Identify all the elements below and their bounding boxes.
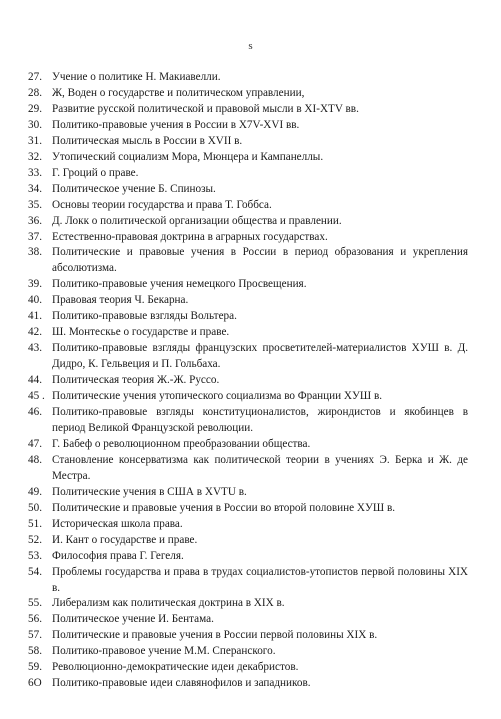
item-text: Политичеcкие и правовые учения в России первой половины XIX в. [52,629,378,642]
item-text: Ж, Воден о государстве и политическом управлении, [52,86,305,99]
list-item [28,325,468,341]
list-item [28,341,468,373]
list-item [28,405,468,437]
item-text: Правовая теория Ч. Бекарна. [52,294,189,307]
item-number: 37. [28,230,42,243]
list-item [28,214,468,230]
item-number: 31. [28,134,42,147]
list-item [28,230,468,246]
list-item [28,166,468,182]
item-text: Утопический социализм Мора, Мюнцера и Кампанеллы. [52,150,324,163]
item-text: Политические и правовые учения в России во второй половине ХУШ в. [52,501,396,514]
list-item [28,86,468,102]
list-item [28,565,468,597]
item-text: Политико-правовые учения в России в X7V-XVI вв. [52,118,300,131]
item-text: Ш. Монтескье о государстве и праве. [52,326,230,339]
item-number: 47. [28,437,42,450]
list-item [28,676,468,692]
item-number: 48. [28,453,42,466]
list-item [28,549,468,565]
item-number: 51. [28,517,42,530]
item-text: Политические и правовые учения в России в период образования и укрепления абсолютизма. [52,246,468,275]
item-number: 58. [28,645,42,658]
list-item [28,596,468,612]
item-text: Становление консерватизма как политической теории в учениях Э. Берка и Ж. де Местра. [52,453,468,482]
item-text: Политико-правовые учения немецкого Просвещения. [52,278,307,291]
item-text: Либерализм как политическая доктрина в XIX в. [52,597,285,610]
item-text: Д. Локк о политической организации общества и правлении. [52,214,342,227]
item-number: 27. [28,71,42,83]
item-number: 49. [28,485,42,498]
item-text: Политико-правовые взгляды французских просветителей-материалистов ХУШ в. Д. Дидро, К. Гельвеция и П. Гольбаха. [52,342,468,371]
item-text: Проблемы государства и права в трудах социалистов-утопистов первой половины XIX в. [52,565,468,594]
list-item [28,437,468,453]
question-list [28,70,468,692]
list-item [28,118,468,134]
list-item [28,70,468,86]
item-text: Политические учения в США в XVTU в. [52,485,247,498]
item-number: 53. [28,549,42,562]
list-item [28,198,468,214]
item-text: Политико-правовые идеи славянофилов и западников. [52,677,311,690]
list-item [28,485,468,501]
item-number: 57. [28,629,42,642]
item-text: Развитие русской политической и правовой мысли в XI-XTV вв. [52,102,359,115]
item-number: 30. [28,118,42,131]
list-item [28,453,468,485]
list-item [28,501,468,517]
item-number: 34. [28,182,42,195]
list-item [28,277,468,293]
item-number: 41. [28,310,42,323]
item-text: Политические учения утопического социализма во Франции ХУШ в. [52,390,383,403]
item-number: 29. [28,102,42,115]
item-text: Политическая теория Ж.-Ж. Руссо. [52,374,220,387]
item-number: 59. [28,661,42,674]
list-item [28,628,468,644]
item-number: 35. [28,198,42,211]
item-number: 6О [28,677,42,690]
item-text: Политико-правовое учение М.М. Сперанского. [52,645,276,658]
item-text: И. Кант о государстве и праве. [52,533,198,546]
item-text: Политико-правовые взгляды Вольтера. [52,310,237,323]
item-number: 55. [28,597,42,610]
item-number: 52. [28,533,42,546]
item-text: Историческая школа права. [52,517,183,530]
item-text: Революционно-демократические идеи декабристов. [52,661,299,674]
item-text: Философия права Г. Гегеля. [52,549,184,562]
item-text: Политическая мысль в России в XVII в. [52,134,243,147]
list-item [28,373,468,389]
page-number: s [248,40,253,52]
list-item [28,612,468,628]
item-number: 39. [28,278,42,291]
item-number: 33. [28,166,42,179]
item-number: 40. [28,294,42,307]
item-text: Г. Бабеф о революционном преобразовании общества. [52,437,311,450]
list-item [28,150,468,166]
list-item [28,293,468,309]
list-item [28,245,468,277]
list-item [28,533,468,549]
item-number: 43. [28,342,42,355]
list-item [28,644,468,660]
item-number: 46. [28,406,42,419]
item-number: 44. [28,374,42,387]
list-item [28,102,468,118]
list-item [28,389,468,405]
item-number: 36. [28,214,42,227]
list-item [28,517,468,533]
item-text: Г. Гроций о праве. [52,166,139,179]
item-text: Естественно-правовая доктрина в аграрных государствах. [52,230,328,243]
item-number: 56. [28,613,42,626]
list-item [28,134,468,150]
item-text: Основы теории государства и права Т. Гоббса. [52,198,272,211]
item-number: 38. [28,246,42,259]
item-text: Политическое учение Б. Спинозы. [52,182,216,195]
item-number: 45 . [28,390,45,403]
item-number: 50. [28,501,42,514]
item-number: 54. [28,565,42,578]
list-item [28,182,468,198]
item-text: Учение о политике Н. Макиавелли. [52,71,221,83]
item-number: 32. [28,150,42,163]
item-number: 42. [28,326,42,339]
item-text: Политико-правовые взгляды конституционалистов, жирондистов и якобинцев в период Великой Французской революции. [52,406,468,434]
item-number: 28. [28,86,42,99]
list-item [28,309,468,325]
list-item [28,660,468,676]
item-text: Политическое учение И. Бентама. [52,613,214,626]
